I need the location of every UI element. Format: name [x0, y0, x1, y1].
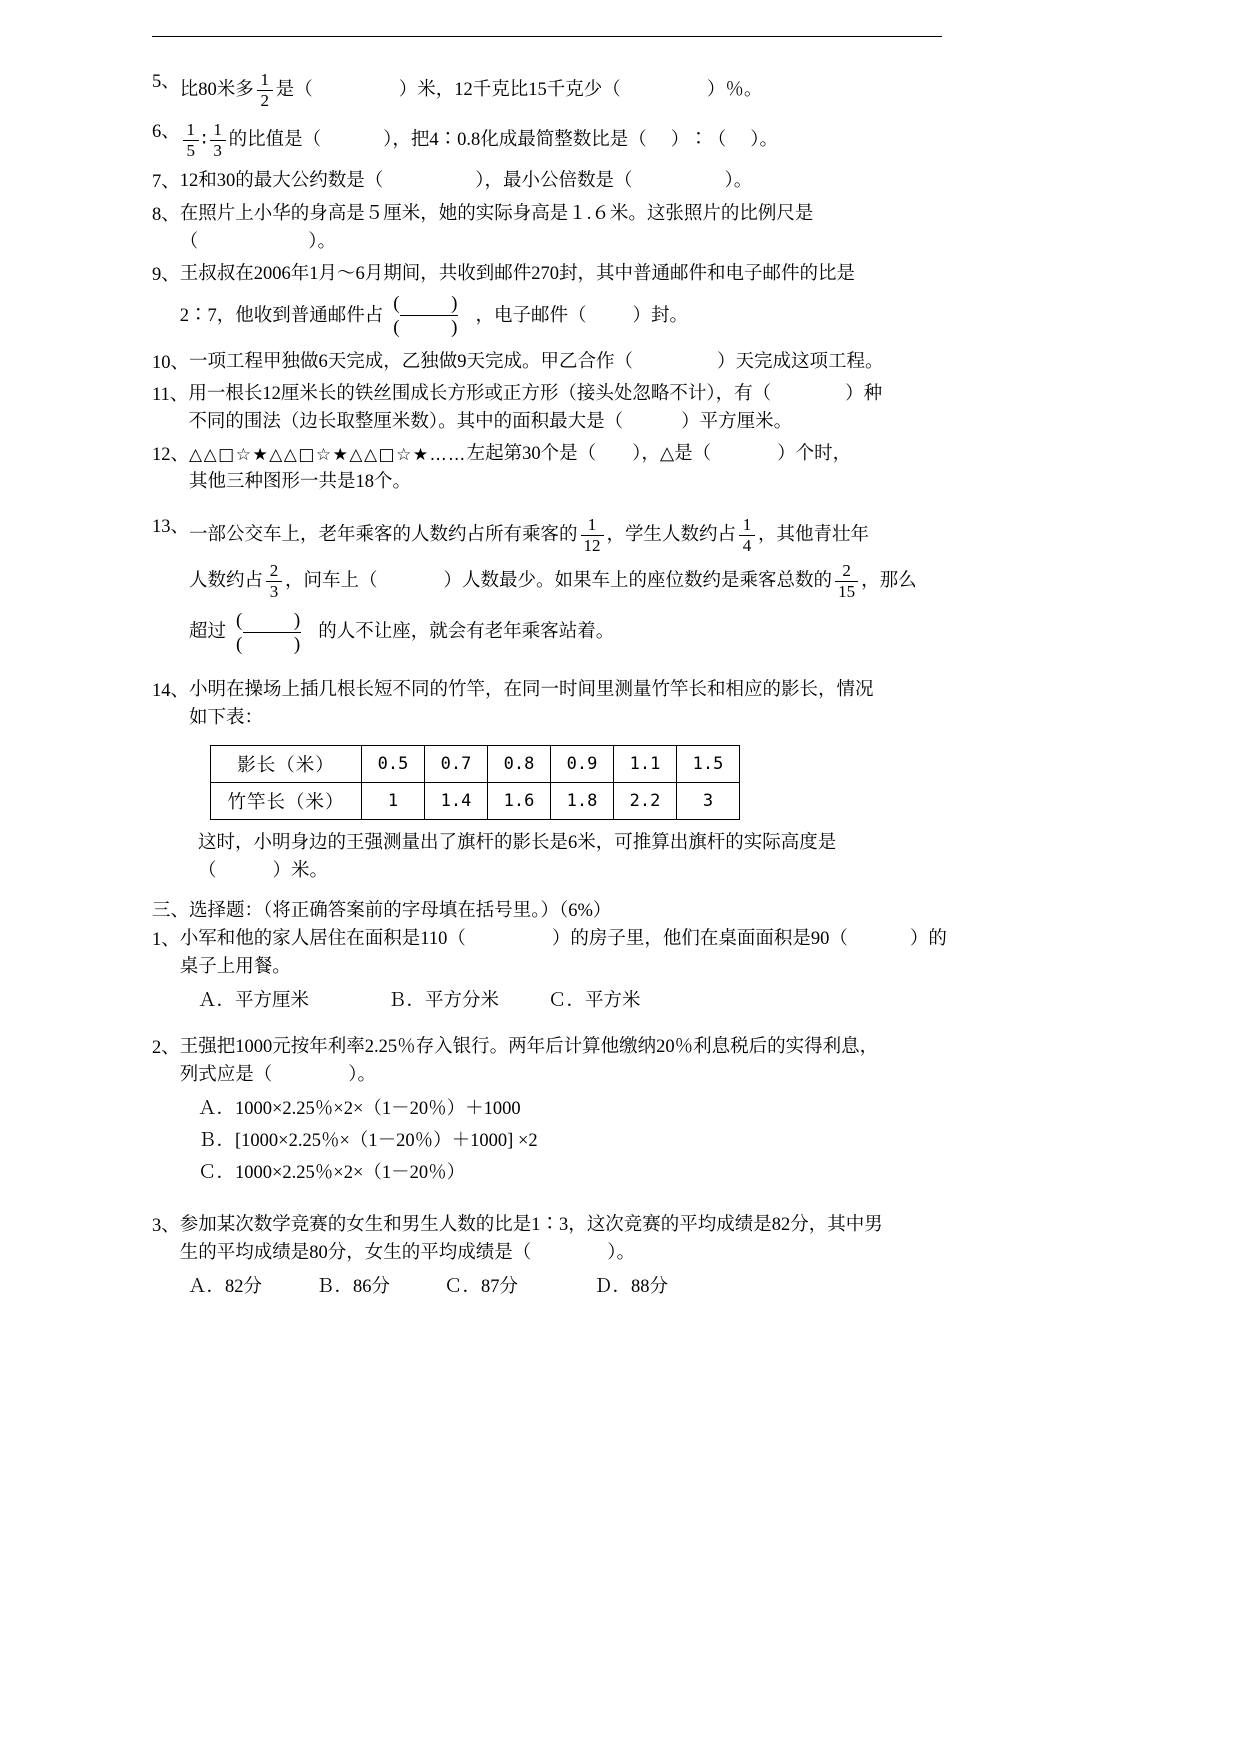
choice-question-3-line-2: 生的平均成绩是80分，女生的平均成绩是（ — [179, 1242, 532, 1263]
question-13-line-2b: ，问车上（ — [285, 571, 378, 592]
question-14 — [152, 677, 952, 733]
question-8-number: 8、 — [152, 204, 180, 225]
shape-pattern-sequence: △△□☆★△△□☆★△△□☆★…… — [189, 444, 467, 465]
blank-fraction-numerator[interactable]: ( ) — [393, 293, 472, 315]
option-a[interactable]: Ａ．82分 — [188, 1276, 263, 1297]
choice-question-2-options — [198, 1094, 952, 1189]
question-14-followup-line-2: （ ）米。 — [198, 861, 329, 882]
option-a[interactable]: Ａ．1000×2.25％×2×（1－20％）＋1000 — [198, 1099, 521, 1120]
question-9-line-2c: ）封。 — [632, 305, 688, 326]
option-c[interactable]: Ｃ．87分 — [444, 1276, 519, 1297]
question-13-line-1c: ，其他青壮年 — [758, 525, 870, 546]
choice-question-1 — [152, 926, 952, 982]
question-6-text-1: 的比值是（ — [228, 130, 322, 151]
choice-question-3-options — [188, 1272, 952, 1298]
cell-pole-6: 3 — [677, 783, 740, 820]
question-13-line-2a: 人数约占 — [189, 571, 264, 592]
blank-fraction-denominator[interactable]: ( ) — [393, 317, 472, 339]
blank-fraction-numerator[interactable]: ( ) — [236, 609, 315, 631]
table-row — [211, 783, 740, 820]
question-6-number: 6、 — [152, 122, 180, 142]
question-7-text-1: 12和30的最大公约数是（ — [179, 171, 384, 192]
question-7 — [152, 168, 952, 197]
question-13-number: 13、 — [152, 517, 190, 538]
fraction-one-quarter: $\frac{1}{4}$ — [739, 516, 755, 555]
question-12-number: 12、 — [152, 445, 190, 466]
question-10-number: 10、 — [152, 352, 190, 373]
question-7-text-3: ）。 — [724, 171, 753, 192]
table-row — [211, 746, 740, 783]
fraction-one-twelfth: $\frac{1}{12}$ — [581, 516, 604, 555]
cell-pole-4: 1.8 — [551, 783, 614, 820]
question-12-line-1b: ），△是（ — [632, 444, 712, 465]
blank-fraction-answer[interactable] — [230, 611, 314, 654]
choice-question-3-number: 3、 — [152, 1215, 180, 1236]
question-5-number: 5、 — [152, 72, 180, 92]
question-14-followup-line-1: 这时，小明身边的王强测量出了旗杆的影长是6米，可推算出旗杆的实际高度是 — [198, 833, 837, 854]
fraction-two-fifteenths: $\frac{2}{15}$ — [835, 562, 858, 601]
cell-shadow-1: 0.5 — [362, 746, 425, 783]
fraction-one-fifth: $\frac{1}{5}$ — [183, 121, 199, 160]
choice-question-3-line-1: 参加某次数学竞赛的女生和男生人数的比是1∶3，这次竞赛的平均成绩是82分，其中男 — [179, 1214, 883, 1235]
cell-shadow-3: 0.8 — [488, 746, 551, 783]
question-13-line-1a: 一部公交车上，老年乘客的人数约占所有乘客的 — [189, 525, 578, 546]
question-13-line-2c: ）人数最少。如果车上的座位数约是乘客总数的 — [443, 571, 833, 592]
question-9 — [152, 261, 952, 345]
cell-shadow-4: 0.9 — [551, 746, 614, 783]
page-content — [152, 68, 952, 1298]
question-5-text-4: ）％。 — [706, 80, 763, 101]
question-12-line-2: 其他三种图形一共是18个。 — [189, 472, 412, 493]
question-13-line-1b: ，学生人数约占 — [606, 525, 737, 546]
option-b[interactable]: Ｂ．86分 — [316, 1276, 391, 1297]
choice-question-2-line-2b: ）。 — [348, 1065, 377, 1086]
fraction-bar — [400, 315, 458, 316]
cell-shadow-5: 1.1 — [614, 746, 677, 783]
question-8-line-2: （ — [179, 231, 199, 252]
question-5-text-3: ）米，12千克比15千克少（ — [398, 80, 621, 101]
question-13 — [152, 513, 952, 661]
choice-question-1-number: 1、 — [152, 930, 180, 951]
question-14-line-2: 如下表： — [189, 708, 264, 729]
question-11-number: 11、 — [152, 385, 189, 406]
question-11-line-1a: 用一根长12厘米长的铁丝围成长方形或正方形（接头处忽略不计），有（ — [188, 384, 772, 405]
cell-pole-2: 1.4 — [425, 783, 488, 820]
cell-pole-3: 1.6 — [488, 783, 551, 820]
question-5-text-2: 是（ — [275, 80, 313, 101]
header-divider-rule — [152, 36, 942, 37]
bamboo-pole-shadow-table-wrapper — [210, 745, 952, 820]
question-9-line-2a: 2∶7，他收到普通邮件占 — [179, 305, 384, 326]
question-11-line-2b: ）平方厘米。 — [681, 412, 793, 433]
choice-question-1-line-1b: ）的房子里，他们在桌面面积是90（ — [551, 929, 848, 950]
question-13-line-3a: 超过 — [189, 622, 227, 643]
bamboo-pole-shadow-table — [210, 745, 740, 820]
question-11 — [152, 381, 952, 437]
blank-fraction-answer[interactable] — [387, 294, 471, 337]
choice-question-1-options — [198, 986, 952, 1012]
fraction-two-thirds: $\frac{2}{3}$ — [266, 562, 282, 601]
question-10-text-1: 一项工程甲独做6天完成，乙独做9天完成。甲乙合作（ — [189, 351, 634, 372]
choice-question-1-line-1c: ）的 — [909, 929, 947, 950]
cell-shadow-2: 0.7 — [425, 746, 488, 783]
fraction-one-third: $\frac{1}{3}$ — [210, 121, 226, 160]
option-b[interactable]: Ｂ．[1000×2.25％×（1－20％）＋1000] ×2 — [198, 1131, 538, 1152]
ratio-colon: ∶ — [201, 130, 207, 151]
question-12-line-1a: 左起第30个是（ — [466, 444, 597, 465]
choice-question-2-number: 2、 — [152, 1038, 180, 1059]
question-6-text-2: ），把4∶0.8化成最简整数比是（ — [383, 130, 647, 151]
choice-question-3-line-2b: ）。 — [607, 1242, 636, 1263]
question-6 — [152, 118, 952, 164]
option-c[interactable]: Ｃ．平方米 — [548, 991, 641, 1012]
question-14-line-1: 小明在操场上插几根长短不同的竹竿，在同一时间里测量竹竿长和相应的影长，情况 — [189, 680, 874, 701]
question-13-line-2d: ，那么 — [861, 571, 917, 592]
choice-question-1-line-1a: 小军和他的家人居住在面积是110（ — [179, 929, 466, 950]
question-5 — [152, 68, 952, 114]
option-b[interactable]: Ｂ．平方分米 — [388, 991, 500, 1012]
choice-question-2 — [152, 1034, 952, 1090]
question-9-line-2b: ，电子邮件（ — [475, 305, 587, 326]
choice-question-1-line-2: 桌子上用餐。 — [179, 957, 291, 978]
choice-question-3 — [152, 1212, 952, 1268]
question-10 — [152, 349, 952, 378]
question-6-text-3: ）∶（ — [670, 130, 727, 151]
question-7-number: 7、 — [152, 172, 180, 192]
blank-fraction-denominator[interactable]: ( ) — [236, 633, 315, 655]
question-8-line-1: 在照片上小华的身高是５厘米，她的实际身高是１.６米。这张照片的比例尺是 — [179, 203, 814, 224]
fraction-bar — [243, 632, 301, 633]
question-12 — [152, 441, 952, 497]
cell-pole-5: 2.2 — [614, 783, 677, 820]
question-9-line-1: 王叔叔在2006年1月～6月期间，共收到邮件270封，其中普通邮件和电子邮件的比是 — [179, 263, 856, 284]
question-5-text-1: 比80米多 — [179, 80, 254, 101]
option-a[interactable]: Ａ．平方厘米 — [198, 991, 310, 1012]
question-8 — [152, 201, 952, 257]
question-9-number: 9、 — [152, 264, 180, 285]
section-heading-multiple-choice: 三、选择题：（将正确答案前的字母填在括号里。）（6%） — [152, 901, 612, 922]
choice-question-2-line-2: 列式应是（ — [179, 1065, 273, 1086]
fraction-one-half: $\frac{1}{2}$ — [257, 71, 273, 110]
question-12-line-1c: ）个时， — [777, 444, 852, 465]
question-11-line-2a: 不同的围法（边长取整厘米数）。其中的面积最大是（ — [188, 412, 624, 433]
choice-question-2-line-1: 王强把1000元按年利率2.25％存入银行。两年后计算他缴纳20％利息税后的实得利息， — [179, 1037, 879, 1058]
question-10-text-2: ）天完成这项工程。 — [717, 351, 884, 372]
question-8-line-3: ）。 — [308, 231, 337, 252]
question-7-text-2: ），最小公倍数是（ — [475, 171, 633, 192]
row-header-pole-length: 竹竿长（米） — [211, 783, 362, 820]
question-14-number: 14、 — [152, 681, 190, 702]
option-d[interactable]: Ｄ．88分 — [594, 1276, 669, 1297]
cell-shadow-6: 1.5 — [677, 746, 740, 783]
cell-pole-1: 1 — [362, 783, 425, 820]
question-11-line-1b: ）种 — [845, 384, 883, 405]
option-c[interactable]: Ｃ．1000×2.25％×2×（1－20％） — [198, 1162, 466, 1183]
question-6-text-4: ）。 — [750, 130, 779, 151]
question-13-line-3b: 的人不让座，就会有老年乘客站着。 — [318, 622, 615, 643]
row-header-shadow-length: 影长（米） — [211, 746, 362, 783]
